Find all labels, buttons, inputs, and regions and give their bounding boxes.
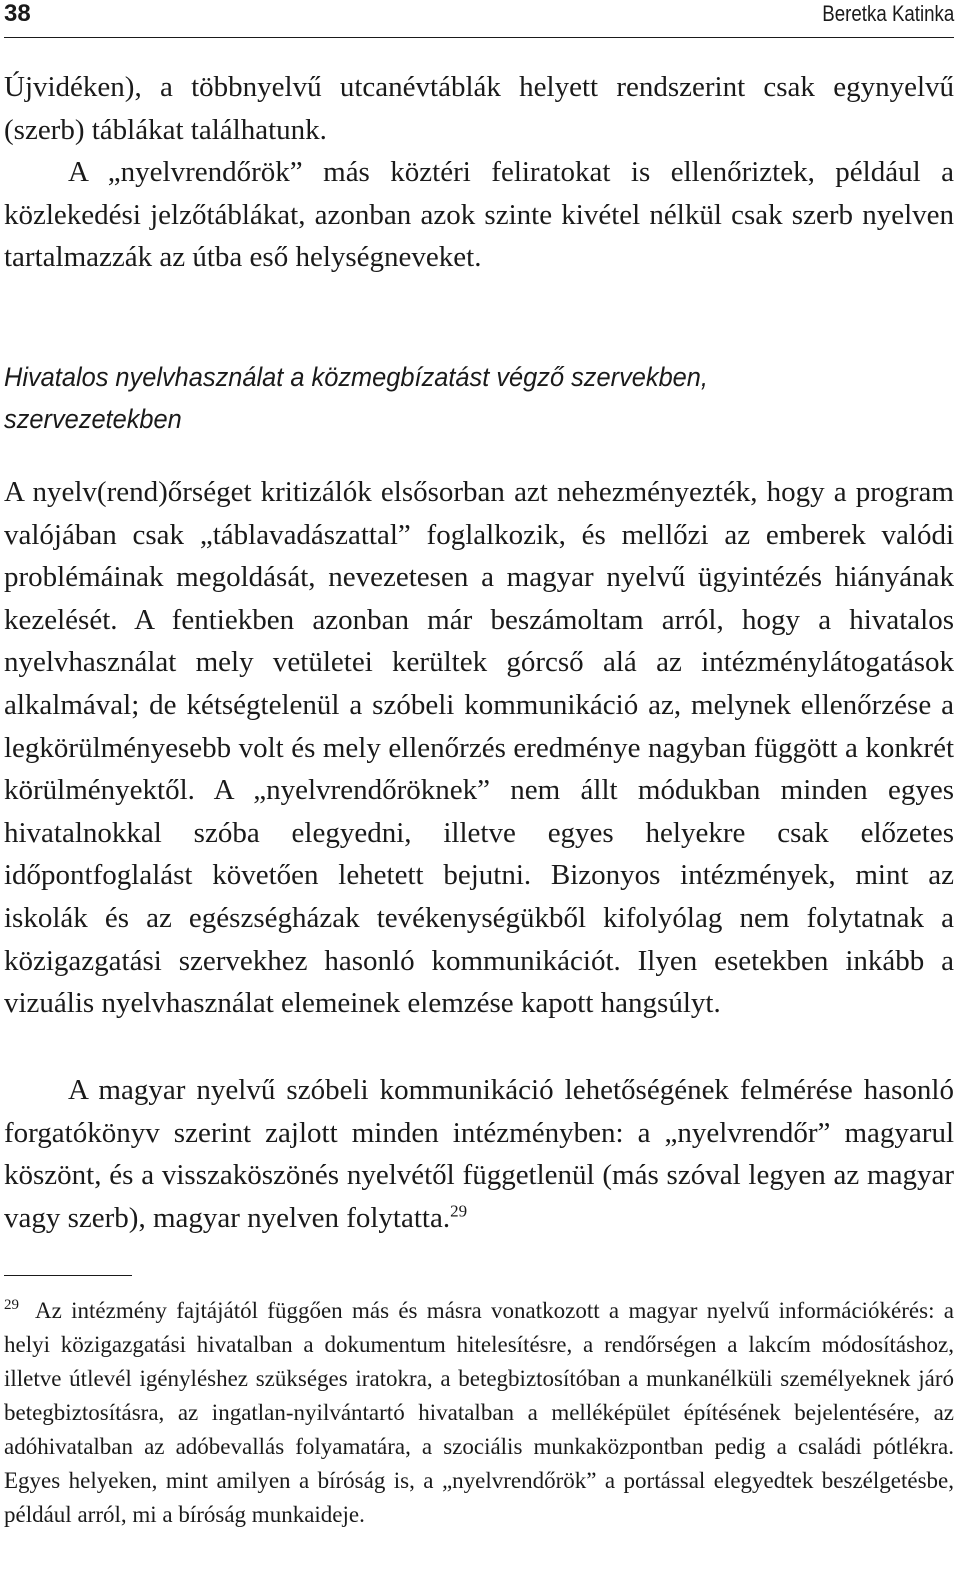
paragraph-oral-communication-text: A magyar nyelvű szóbeli kommunikáció lehetőségének felmérése hasonló forgatókönyv szerint zajlott minden intézményben: a „nyelvrendőr” magyarul köszönt, és a visszaköszönés nyelvétől függetlenül (más szóval legyen az magyar vagy szerb), magyar nyelven folytatta. bbox=[4, 1074, 954, 1234]
page-number: 38 bbox=[4, 0, 31, 27]
running-head-author: Beretka Katinka bbox=[821, 1, 954, 26]
section-heading: Hivatalos nyelvhasználat a közmegbízatást végző szervekben, szervezetekben bbox=[4, 362, 708, 434]
footnote-rule bbox=[4, 1275, 132, 1276]
paragraph-oral-communication bbox=[4, 1069, 954, 1239]
footnote-number: 29 bbox=[4, 1297, 19, 1314]
page-header bbox=[4, 0, 954, 40]
footnote-reference: 29 bbox=[450, 1201, 468, 1221]
footnote-text: Az intézmény fajtájától függően más és másra vonatkozott a magyar nyelvű információkérés: a helyi közigazgatási hivatalban a dokumentum hitelesítésre, a rendőrségen a lakcím módosításhoz, illetve útlevél igényléshez szükséges iratokra, a betegbiztosítóban a munkanélküli személyeknek járó betegbiztosításra, az ingatlan-nyilvántartó hivatalban a melléképület építésének bejelentésére, az adóhivatalban az adóbevallás folyamatára, a szociális munkaközpontban pedig a családi pótlékra. Egyes helyeken, mint amilyen a bíróság is, a „nyelvrendőrök” a portással elegyedtek beszélgetésbe, például arról, mi a bíróság munkaideje. bbox=[4, 1298, 954, 1527]
footnote bbox=[4, 1294, 954, 1532]
paragraph-language-police-critique: A nyelv(rend)őrséget kritizálók elsősorban azt nehezményezték, hogy a program valójában csak „táblavadászattal” foglalkozik, és mellőzi az emberek valódi problémáinak megoldását, nevezetesen a magyar nyelvű ügyintézés hiányának kezelését. A fentiekben azonban már beszámoltam arról, hogy a hivatalos nyelvhasználat mely vetületei kerültek górcső alá az intézménylátogatások alkalmával; de kétségtelenül a szóbeli kommunikáció az, melynek ellenőrzése a legkörülményesebb volt és mely ellenőrzés eredménye nagyban függött a konkrét körülményektől. A „nyelvrendőröknek” nem állt módukban minden egyes hivatalnokkal szóba elegyedni, illetve egyes helyekre csak előzetes időpontfoglalást követően lehetett bejutni. Bizonyos intézmények, mint az iskolák és az egészségházak tevékenységükből kifolyólag nem folytatnak a közigazgatási szervekhez hasonló kommunikációt. Ilyen esetekben inkább a vizuális nyelvhasználat elemeinek elemzése kapott hangsúlyt. bbox=[4, 476, 954, 1020]
header-rule bbox=[4, 37, 954, 38]
paragraph-street-signs: A „nyelvrendőrök” más köztéri feliratokat is ellenőriztek, például a közlekedési jelzőtáblákat, azonban azok szinte kivétel nélkül csak szerb nyelven tartalmazzák az útba eső helységneveket. bbox=[4, 156, 954, 274]
paragraph-continuation: Újvidéken), a többnyelvű utcanévtáblák helyett rendszerint csak egynyelvű (szerb) táblákat találhatunk. bbox=[4, 71, 954, 146]
